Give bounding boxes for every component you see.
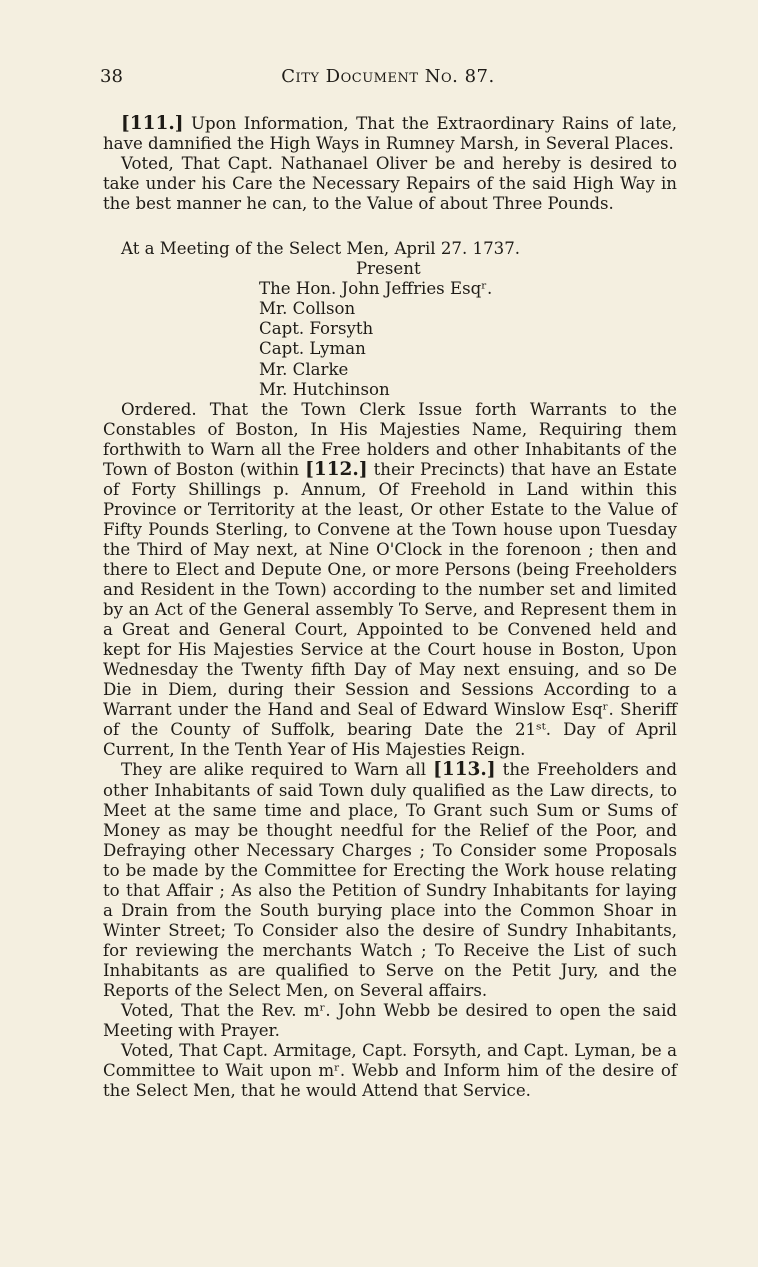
vote-paragraph: Voted, That the Rev. mʳ. John Webb be desired to open the said Meeting with Prayer. [103,1001,677,1041]
entry-111-text: Upon Information, That the Extraordinary Rains of late, have damnified the High Ways in Rumney Marsh, in Several Places. [103,114,677,154]
vote-paragraph: Voted, That Capt. Armitage, Capt. Forsyth, and Capt. Lyman, be a Committee to Wait upon mʳ. Webb and Inform him of the desire of the Select Men, that he would Attend that Service. [103,1041,677,1101]
alike-text-a: They are alike required to Warn all [121,760,434,780]
attendee: The Hon. John Jeffries Esqʳ. [259,279,493,299]
entry-ref-111: [111.] [121,113,184,134]
document-body [103,114,677,1101]
attendee: Capt. Forsyth [259,319,374,339]
order-text-b: their Precincts) that have an Estate of Forty Shillings p. Annum, Of Freehold in Land within this Province or Territority at the least, Or other Estate to the Value of Fifty Pounds Sterling, to Convene at the Town house upon Tuesday the Third of May next, at Nine O'Clock in the forenoon ; then and there to Elect and Depute One, or more Persons (being Freeholders and Resident in the Town) according to the number set and limited by an Act of the General assembly To Serve, and Represent them in a Great and General Court, Appointed to be Convened held and kept for His Majesties Service at the Court house in Boston, Upon Wednesday the Twenty fifth Day of May next ensuing, and so De Die in Diem, during their Session and Sessions According to a Warrant under the Hand and Seal of Edward Winslow Esqʳ. Sheriff of the County of Suffolk, bearing Date the 21ˢᵗ. Day of April Current, In the Tenth Year of His Majesties Reign. [103,459,677,760]
entry-ref-113: [113.] [433,759,496,781]
order-text-a: Ordered. That the Town Clerk Issue forth Warrants to the Constables of Boston, In His Majesties Name, Requiring them forthwith to Warn all the Free holders and other Inhabitants of the Town of Boston (within [103,399,677,479]
page-header [100,66,676,96]
entry-111-paragraph [103,114,677,154]
attendee: Mr. Collson [259,299,356,319]
order-paragraph [103,400,677,761]
alike-paragraph [103,760,677,1001]
running-head: City Document No. 87. [281,66,495,87]
alike-text-b: the Freeholders and other Inhabitants of said Town duly qualified as the Law directs, to Meet at the same time and place, To Grant such Sum or Sums of Money as may be thought needful for the Relief of the Poor, and Defraying other Necessary Charges ; To Consider some Proposals to be made by the Committee for Erecting the Work house relating to that Affair ; As also the Petition of Sundry Inhabitants for laying a Drain from the South burying place into the Common Shoar in Winter Street; To Consider also the desire of Sundry Inhabitants, for reviewing the merchants Watch ; To Receive the List of such Inhabitants as are qualified to Serve on the Petit Jury, and the Reports of the Select Men, on Several affairs. [103,760,677,1000]
attendee: Mr. Hutchinson [259,379,390,399]
entry-ref-112: [112.] [305,458,368,480]
meeting-heading: At a Meeting of the Select Men, April 27. 1737. [121,239,521,259]
attendee: Mr. Clarke [259,359,349,379]
page-number: 38 [100,66,123,87]
entry-111-vote: Voted, That Capt. Nathanael Oliver be and hereby is desired to take under his Care the Necessary Repairs of the said High Way in the best manner he can, to the Value of about Three Pounds. [103,154,677,214]
attendee: Capt. Lyman [259,339,366,359]
present-label: Present [356,259,421,279]
